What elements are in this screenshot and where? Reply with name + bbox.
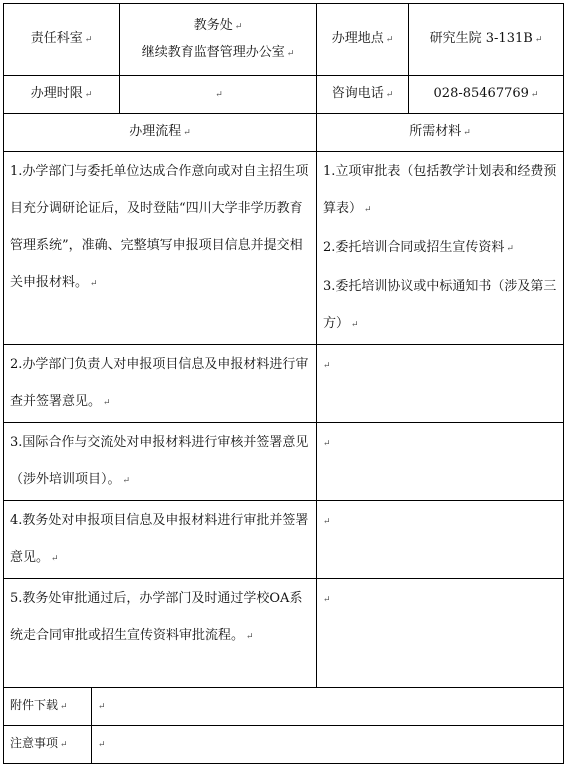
dept-label: 责任科室 (30, 31, 83, 46)
materials-header-cell: 所需材料 ↵ (317, 114, 564, 152)
step-text-5: 5.教务处审批通过后，办学部门及时通过学校OA系统走合同审批或招生宣传资料审批流程。 (10, 591, 303, 643)
step-row-1 (4, 152, 564, 345)
header-row-2 (4, 76, 564, 114)
material-1: 1.立项审批表（包括教学计划表和经费预算表） (323, 164, 557, 216)
process-header-cell: 办理流程 ↵ (4, 114, 317, 152)
step-row-5 (4, 579, 564, 688)
attachments-value-cell: ↵ (92, 688, 564, 726)
step-text-1: 1.办学部门与委托单位达成合作意向或对自主招生项目充分调研论证后，及时登陆“四川大学非学历教育管理系统”，准确、完整填写申报项目信息并提交相关申报材料。 (10, 164, 309, 290)
material-2: 2.委托培训合同或招生宣传资料 (323, 240, 505, 255)
column-header-row (4, 114, 564, 152)
step-text-2: 2.办学部门负责人对申报项目信息及申报材料进行审查并签署意见。 (10, 357, 309, 409)
attachments-label-cell: 附件下载 ↵ (4, 688, 92, 726)
notes-value-cell: ↵ (92, 726, 564, 764)
step-4-materials-cell: ↵ (317, 501, 564, 579)
materials-cell: 1.立项审批表（包括教学计划表和经费预算表） ↵ 2.委托培训合同或招生宣传资料 ↵ 3.委托培训协议或中标通知书（涉及第三方） ↵ (317, 152, 564, 345)
hours-label-cell: 办理时限 ↵ (4, 76, 120, 114)
step-cell-3: 3.国际合作与交流处对申报材料进行审核并签署意见（涉外培训项目）。 ↵ (4, 423, 317, 501)
phone-value-cell: 028-85467769 ↵ (409, 76, 564, 114)
notes-label: 注意事项 (10, 736, 59, 750)
step-cell-4: 4.教务处对申报项目信息及申报材料进行审批并签署意见。 ↵ (4, 501, 317, 579)
notes-row (4, 726, 564, 764)
hours-label: 办理时限 (30, 86, 83, 101)
dept-value-cell: 教务处 ↵ 继续教育监督管理办公室 ↵ (120, 4, 317, 76)
attachments-row (4, 688, 564, 726)
hours-value-cell: ↵ (120, 76, 317, 114)
materials-header: 所需材料 (409, 124, 462, 139)
step-row-3 (4, 423, 564, 501)
step-cell-5: 5.教务处审批通过后，办学部门及时通过学校OA系统走合同审批或招生宣传资料审批流程。 ↵ (4, 579, 317, 688)
process-header: 办理流程 (129, 124, 182, 139)
step-2-materials-cell: ↵ (317, 345, 564, 423)
notes-label-cell: 注意事项 ↵ (4, 726, 92, 764)
step-text-4: 4.教务处对申报项目信息及申报材料进行审批并签署意见。 (10, 513, 309, 565)
header-row-1 (4, 4, 564, 76)
location-value: 研究生院 3-131B (429, 31, 533, 46)
location-label: 办理地点 (331, 31, 384, 46)
dept-label-cell: 责任科室 ↵ (4, 4, 120, 76)
phone-label-cell: 咨询电话 ↵ (317, 76, 409, 114)
material-3: 3.委托培训协议或中标通知书（涉及第三方） (323, 279, 557, 331)
step-cell-1: 1.办学部门与委托单位达成合作意向或对自主招生项目充分调研论证后，及时登陆“四川大学非学历教育管理系统”，准确、完整填写申报项目信息并提交相关申报材料。 ↵ (4, 152, 317, 345)
phone-value: 028-85467769 (433, 86, 529, 101)
step-cell-2: 2.办学部门负责人对申报项目信息及申报材料进行审查并签署意见。 ↵ (4, 345, 317, 423)
step-row-2 (4, 345, 564, 423)
step-row-4 (4, 501, 564, 579)
location-label-cell: 办理地点 ↵ (317, 4, 409, 76)
location-value-cell: 研究生院 3-131B ↵ (409, 4, 564, 76)
step-3-materials-cell: ↵ (317, 423, 564, 501)
attachments-label: 附件下载 (10, 698, 59, 712)
dept-line-2: 继续教育监督管理办公室 (141, 44, 285, 60)
service-guide-table (3, 3, 564, 764)
step-5-materials-cell: ↵ (317, 579, 564, 688)
step-text-3: 3.国际合作与交流处对申报材料进行审核并签署意见（涉外培训项目）。 (10, 435, 309, 487)
phone-label: 咨询电话 (331, 86, 384, 101)
dept-line-1: 教务处 (193, 17, 233, 33)
